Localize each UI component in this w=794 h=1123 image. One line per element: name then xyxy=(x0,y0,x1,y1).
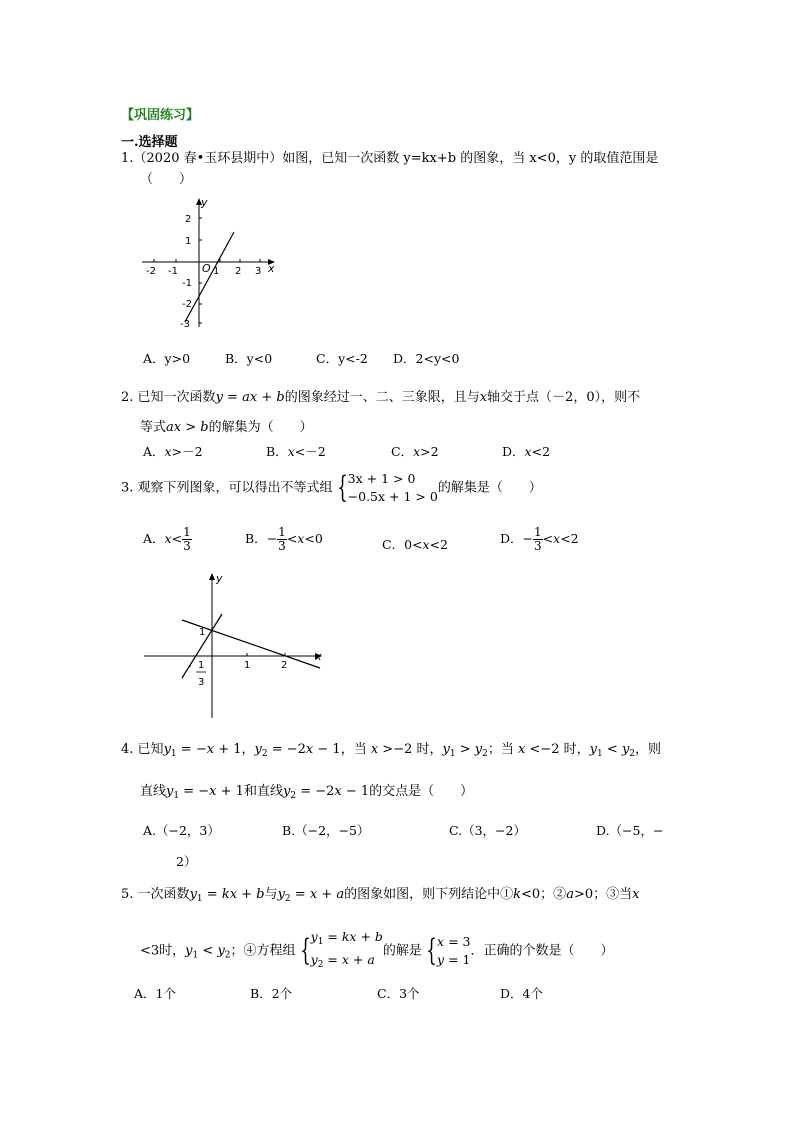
q3-xtick-label: 1 xyxy=(244,660,251,671)
q1-x-label: x xyxy=(268,262,275,275)
q1-paren: （ ） xyxy=(140,172,193,187)
q1-xtick-label: 3 xyxy=(255,266,262,277)
q1-ytick-label: -1 xyxy=(182,278,192,289)
q1-option-a[interactable]: A．y>0 xyxy=(143,351,191,366)
q5-option-d[interactable]: D．4个 xyxy=(500,986,543,1001)
q1-ytick-label: -3 xyxy=(180,319,190,330)
q2-formula: y xyxy=(215,390,223,405)
q3-number: 3. xyxy=(121,480,134,496)
q3-x-label: x xyxy=(315,650,322,663)
q3-option-c[interactable]: C．0<x<2 xyxy=(382,537,448,552)
q4-text: 直线 xyxy=(140,784,167,799)
q1-xtick-label: 1 xyxy=(213,266,220,277)
q1-xtick-label: -2 xyxy=(146,266,156,277)
q3-xtick-label: 2 xyxy=(281,660,288,671)
q4-line1: 4. 已知$y_1 = -x + 1$，$y_2 = -2x - 1$，当 x >−2 时，$y_1 > y_2$；当 x <−2 时，$y_1 < y_2$，则 xyxy=(121,742,662,759)
q3-option-a[interactable]: A．x< $\frac{1}{3}$ xyxy=(143,525,191,553)
q1-option-c[interactable]: C．y<-2 xyxy=(316,351,368,366)
q2-text: 轴交于点（－2，0），则不 xyxy=(487,390,641,405)
q4-option-c[interactable]: C.（3，−2） xyxy=(449,823,526,838)
q5-number: 5. xyxy=(121,887,134,902)
q4-option-b[interactable]: B.（−2，−5） xyxy=(282,823,370,838)
q5-text: 一次函数 xyxy=(137,887,190,902)
q3-frac-den: 3 xyxy=(198,677,205,688)
q2-inequality: ax xyxy=(166,420,182,435)
q1-function-line xyxy=(185,232,234,322)
q1-graph xyxy=(138,196,283,330)
q3-frac-num: 1 xyxy=(198,660,205,671)
q5-text: ．正确的个数是（ ） xyxy=(470,943,614,959)
q2-text: 的解集为（ ） xyxy=(208,420,313,435)
q5-text: 与 xyxy=(264,887,278,902)
q4-text: 已知 xyxy=(137,742,164,757)
q5-option-b[interactable]: B．2个 xyxy=(250,986,293,1001)
q1-origin-label: O xyxy=(202,262,211,275)
q5-line1: 5. 一次函数$y_1$ = kx + b与$y_2 = x + a$的图象如图，则下列结论中①k<0；②a>0；③当x xyxy=(121,887,640,904)
q1-option-b[interactable]: B．y<0 xyxy=(225,351,273,366)
q3-option-d[interactable]: D．− $\frac{1}{3}$ <x<2 xyxy=(500,525,579,553)
q3-neg-label: - xyxy=(188,661,192,672)
q1-xtick-label: -1 xyxy=(168,266,178,277)
q1-ytick-label: 1 xyxy=(185,236,192,247)
q2-text: 等式 xyxy=(140,420,167,435)
q3-system: 3x + 1 > 0 −0.5x + 1 > 0 xyxy=(347,471,438,504)
q2-text: 已知一次函数 xyxy=(137,390,216,405)
q2-option-c[interactable]: C．x>2 xyxy=(391,444,439,459)
q2-text: 的图象经过一、二、三象限，且与 xyxy=(284,390,480,405)
q1-ytick-label: 2 xyxy=(185,214,192,225)
section-title: 一.选择题 xyxy=(121,135,178,150)
q5-line2: <3时，$y_1 < y_2$；④方程组 { $y_1$ = kx + b $y_2 = x + a$ 的解是 { x = 3 y = 1 ．正确的个数是（ ） xyxy=(140,928,613,974)
q5-solution: x = 3 y = 1 xyxy=(437,934,471,967)
q4-option-a[interactable]: A.（−2，3） xyxy=(143,823,220,838)
q3-ytick-label: 1 xyxy=(199,627,206,638)
q1-text xyxy=(121,150,658,168)
q1-xtick-label: 2 xyxy=(235,266,242,277)
q2-line1: 2. 已知一次函数y = ax + b的图象经过一、二、三象限，且与x轴交于点（－2，0），则不 xyxy=(121,390,641,405)
q2-option-b[interactable]: B．x<－2 xyxy=(266,444,326,459)
q5-text: ；④方程组 xyxy=(230,943,296,959)
q3-line: 3. 观察下列图象，可以得出不等式组 { 3x + 1 > 0 −0.5x + 1 > 0 的解集是（ ） xyxy=(121,470,542,505)
q5-text: <3时， xyxy=(140,943,186,959)
q5-option-a[interactable]: A．1个 xyxy=(134,986,176,1001)
q3-text: 的解集是（ ） xyxy=(437,480,542,496)
q1-ytick-label: -2 xyxy=(182,299,192,310)
q1-option-d[interactable]: D．2<y<0 xyxy=(393,351,460,366)
q2-option-a[interactable]: A．x>－2 xyxy=(143,444,203,459)
q3-y-arrow xyxy=(209,573,215,580)
q1-body: （2020 春•玉环县期中）如图，已知一次函数 y=kx+b 的图象，当 x<0，y 的取值范围是 xyxy=(133,151,659,166)
q5-text: 的图象如图，则下列结论中① xyxy=(344,887,514,902)
q4-line2: 直线$y_1 = -x + 1$和直线$y_2 = -2x - 1$的交点是（ ） xyxy=(140,784,474,801)
q4-text: 的交点是（ ） xyxy=(369,784,474,799)
q1-y-label: y xyxy=(201,196,208,209)
q2-line2: 等式ax > b的解集为（ ） xyxy=(140,420,313,435)
q5-text: 的解是 xyxy=(382,943,422,959)
q4-text: 和直线 xyxy=(243,784,283,799)
q3-option-b[interactable]: B．− $\frac{1}{3}$ <x<0 xyxy=(245,525,323,553)
section-heading: 【巩固练习】 xyxy=(121,108,200,123)
q5-option-c[interactable]: C．3个 xyxy=(377,986,420,1001)
q5-system: $y_1$ = kx + b $y_2 = x + a$ xyxy=(310,929,383,970)
q4-option-d[interactable]: D.（−5，− xyxy=(596,823,664,838)
q3-text: 观察下列图象，可以得出不等式组 xyxy=(137,480,333,496)
q4-number: 4. xyxy=(121,742,134,757)
q3-graph xyxy=(140,568,330,720)
q4-option-d-cont: 2） xyxy=(176,854,197,869)
q5-text: <0；② xyxy=(521,887,567,902)
q5-text: >0；③当 xyxy=(573,887,633,902)
q2-option-d[interactable]: D．x<2 xyxy=(502,444,551,459)
q3-y-label: y xyxy=(216,572,223,585)
q2-number: 2. xyxy=(121,390,134,405)
q1-number: 1. xyxy=(121,151,134,166)
